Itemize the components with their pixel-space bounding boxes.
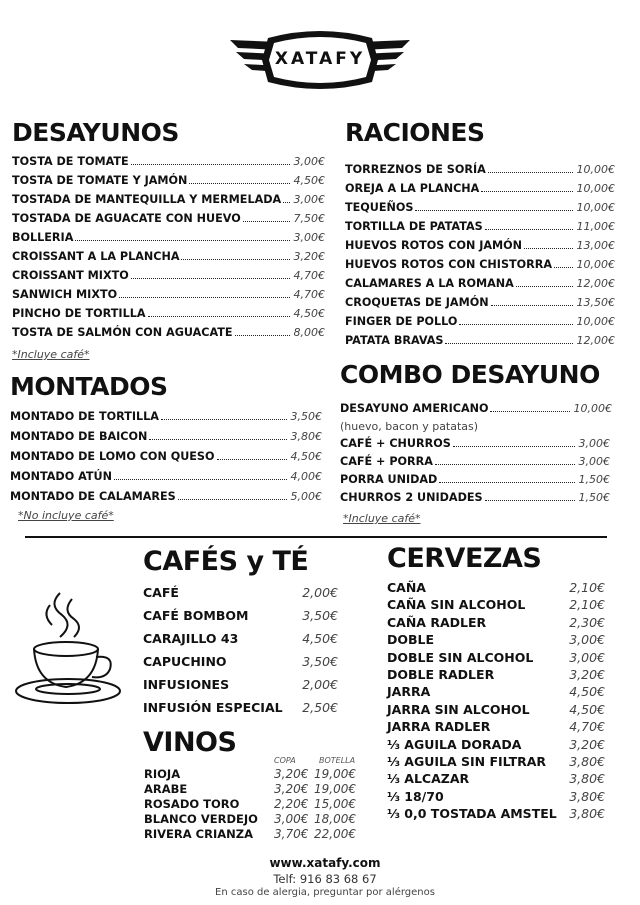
item-price: 3,50€ (290, 410, 322, 423)
item-name: CAFÉ (143, 585, 179, 600)
menu-item (387, 789, 605, 804)
menu-item (345, 334, 615, 347)
item-name: CAFÉ + CHURROS (340, 437, 451, 450)
dotted-leader (217, 459, 287, 460)
wine-name: RIOJA (144, 767, 181, 781)
menu-item (12, 269, 325, 282)
item-price: 3,50€ (302, 654, 338, 669)
menu-item (387, 597, 605, 612)
dotted-leader (459, 324, 572, 325)
item-name: CROQUETAS DE JAMÓN (345, 296, 489, 309)
item-name: MONTADO ATÚN (10, 470, 112, 483)
item-price: 8,00€ (293, 326, 325, 339)
menu-item (143, 631, 338, 646)
menu-item (340, 473, 610, 486)
wine-row (144, 827, 359, 841)
dotted-leader (554, 267, 572, 268)
item-price: 4,70€ (293, 269, 325, 282)
wine-name: BLANCO VERDEJO (144, 812, 258, 826)
menu-item (387, 737, 605, 752)
item-name: PINCHO DE TORTILLA (12, 307, 146, 320)
dotted-leader (485, 500, 575, 501)
divider (25, 536, 607, 538)
item-price: 3,80€ (569, 806, 605, 822)
footer-phone: Telf: 916 83 68 67 (273, 872, 377, 886)
dotted-leader (516, 286, 573, 287)
item-price: 4,50€ (302, 631, 338, 646)
menu-item (340, 455, 610, 468)
dotted-leader (189, 183, 289, 184)
menu-item (345, 315, 615, 328)
item-name: MONTADO DE TORTILLA (10, 410, 159, 423)
item-name: PATATA BRAVAS (345, 334, 444, 347)
dotted-leader (178, 499, 287, 500)
footer-allergy: En caso de alergia, preguntar por alérgenos (215, 887, 435, 898)
item-price: 4,50€ (569, 701, 605, 717)
menu-item (387, 806, 605, 821)
item-price: 3,00€ (578, 455, 610, 468)
wine-copa-price: 3,20€ (274, 782, 309, 796)
dotted-leader (235, 335, 290, 336)
item-price: 3,00€ (569, 649, 605, 665)
dotted-leader (114, 479, 287, 480)
item-name: MONTADO DE LOMO CON QUESO (10, 450, 215, 463)
item-name: CAFÉ BOMBOM (143, 608, 249, 623)
dotted-leader (131, 278, 290, 279)
item-name: CAFÉ + PORRA (340, 455, 433, 468)
dotted-leader (161, 419, 287, 420)
item-price: 3,20€ (569, 736, 605, 752)
menu-item (345, 163, 615, 176)
item-price: 2,30€ (569, 614, 605, 630)
item-price: 4,50€ (290, 450, 322, 463)
item-name: DOBLE SIN ALCOHOL (387, 649, 534, 665)
desayunos-note: *Incluye café* (12, 348, 90, 361)
menu-item (345, 258, 615, 271)
menu-item (387, 771, 605, 786)
dotted-leader (488, 172, 573, 173)
menu-item (12, 288, 325, 301)
dotted-leader (435, 464, 575, 465)
menu-item (143, 608, 338, 623)
item-name: CAÑA SIN ALCOHOL (387, 597, 526, 613)
wine-copa-price: 3,00€ (274, 812, 309, 826)
menu-item (12, 307, 325, 320)
item-name: JARRA (387, 684, 431, 700)
dotted-leader (243, 221, 290, 222)
item-price: 4,70€ (569, 719, 605, 735)
wine-name: ARABE (144, 782, 188, 796)
menu-item (387, 684, 605, 699)
item-name: CROISSANT A LA PLANCHA (12, 250, 180, 263)
wine-copa-price: 2,20€ (274, 797, 309, 811)
desayunos-title: DESAYUNOS (12, 118, 179, 147)
menu-item (143, 654, 338, 669)
item-name: BOLLERIA (12, 231, 74, 244)
item-name: CAÑA (387, 580, 426, 595)
combo-detail: (huevo, bacon y patatas) (340, 420, 479, 433)
item-name: PORRA UNIDAD (340, 473, 438, 486)
item-price: 2,00€ (302, 677, 338, 692)
item-name: ⅓ 0,0 TOSTADA AMSTEL (387, 806, 557, 822)
wine-row (144, 812, 359, 826)
combo-note: *Incluye café* (343, 512, 421, 525)
item-name: TORTILLA DE PATATAS (345, 220, 483, 233)
raciones-title: RACIONES (345, 118, 485, 147)
xatafy-logo (228, 28, 412, 96)
menu-item (143, 585, 338, 600)
menu-item (143, 677, 338, 692)
item-name: ⅓ ALCAZAR (387, 771, 470, 787)
item-price: 1,50€ (578, 491, 610, 504)
item-price: 4,70€ (293, 288, 325, 301)
wine-botella-price: 15,00€ (314, 797, 356, 811)
combo-title: COMBO DESAYUNO (340, 360, 600, 389)
brand-name: XATAFY (274, 49, 366, 69)
item-name: CARAJILLO 43 (143, 631, 239, 646)
wine-botella-price: 18,00€ (314, 812, 356, 826)
item-name: TORREZNOS DE SORÍA (345, 163, 486, 176)
dotted-leader (481, 191, 572, 192)
item-price: 3,80€ (290, 430, 322, 443)
item-name: CALAMARES A LA ROMANA (345, 277, 514, 290)
dotted-leader (439, 482, 574, 483)
item-price: 10,00€ (576, 258, 615, 271)
montados-note: *No incluye café* (18, 509, 114, 522)
menu-item (345, 277, 615, 290)
item-price: 3,80€ (569, 788, 605, 804)
item-name: JARRA RADLER (387, 719, 491, 735)
item-price: 4,00€ (290, 470, 322, 483)
item-name: MONTADO DE BAICON (10, 430, 148, 443)
item-price: 3,80€ (569, 771, 605, 787)
menu-item (387, 615, 605, 630)
item-price: 10,00€ (573, 402, 612, 415)
wine-name: ROSADO TORO (144, 797, 240, 811)
wine-row (144, 767, 359, 781)
menu-item (345, 296, 615, 309)
item-name: SANWICH MIXTO (12, 288, 118, 301)
item-name: JARRA SIN ALCOHOL (387, 701, 530, 717)
item-name: ⅓ AGUILA SIN FILTRAR (387, 754, 547, 769)
item-name: OREJA A LA PLANCHA (345, 182, 480, 195)
dotted-leader (75, 240, 289, 241)
menu-item (12, 326, 325, 339)
item-price: 2,10€ (569, 580, 605, 595)
menu-item (12, 212, 325, 225)
footer-web[interactable]: www.xatafy.com (269, 856, 381, 870)
menu-item (387, 719, 605, 734)
col-copa: COPA (274, 756, 296, 765)
menu-item (12, 193, 325, 206)
menu-item (387, 667, 605, 682)
menu-item (345, 182, 615, 195)
item-price: 13,50€ (576, 296, 615, 309)
item-name: INFUSIONES (143, 677, 230, 692)
cafes-title: CAFÉS y TÉ (143, 546, 309, 577)
item-price: 7,50€ (293, 212, 325, 225)
item-price: 4,50€ (569, 684, 605, 700)
item-name: HUEVOS ROTOS CON CHISTORRA (345, 258, 553, 271)
dotted-leader (131, 164, 290, 165)
menu-item (12, 250, 325, 263)
item-price: 3,00€ (293, 155, 325, 168)
menu-item (12, 155, 325, 168)
menu-item (387, 702, 605, 717)
wine-copa-price: 3,70€ (274, 827, 309, 841)
item-price: 13,00€ (576, 239, 615, 252)
item-name: DOBLE (387, 632, 435, 648)
item-price: 3,20€ (569, 667, 605, 682)
item-name: CROISSANT MIXTO (12, 269, 129, 282)
item-name: INFUSIÓN ESPECIAL (143, 700, 283, 715)
montados-title: MONTADOS (10, 372, 168, 401)
item-price: 2,10€ (569, 597, 605, 613)
item-price: 10,00€ (576, 163, 615, 176)
menu-item (387, 580, 605, 595)
item-price: 2,00€ (302, 585, 338, 600)
dotted-leader (415, 210, 572, 211)
menu-item (12, 231, 325, 244)
menu-item (10, 450, 322, 463)
dotted-leader (181, 259, 289, 260)
menu-item (387, 754, 605, 769)
item-price: 11,00€ (576, 220, 615, 233)
item-name: TOSTA DE TOMATE Y JAMÓN (12, 174, 188, 187)
wine-botella-price: 19,00€ (314, 767, 356, 781)
item-price: 3,80€ (569, 754, 605, 769)
menu-item (340, 491, 610, 504)
menu-item (12, 174, 325, 187)
item-price: 10,00€ (576, 182, 615, 195)
item-price: 4,50€ (293, 307, 325, 320)
item-price: 10,00€ (576, 315, 615, 328)
item-name: MONTADO DE CALAMARES (10, 490, 176, 503)
col-botella: BOTELLA (319, 756, 356, 765)
item-price: 3,00€ (293, 193, 325, 206)
item-price: 3,00€ (578, 437, 610, 450)
dotted-leader (119, 297, 289, 298)
dotted-leader (445, 343, 572, 344)
item-price: 12,00€ (576, 277, 615, 290)
menu-item (387, 650, 605, 665)
item-name: CHURROS 2 UNIDADES (340, 491, 483, 504)
menu-item (10, 470, 322, 483)
dotted-leader (485, 229, 573, 230)
item-price: 3,50€ (302, 608, 338, 623)
item-name: CAÑA RADLER (387, 614, 487, 630)
menu-item (10, 490, 322, 503)
item-price: 2,50€ (302, 700, 338, 715)
menu-item (345, 201, 615, 214)
item-name: DESAYUNO AMERICANO (340, 402, 489, 415)
wine-row (144, 797, 359, 811)
wine-botella-price: 19,00€ (314, 782, 356, 796)
item-price: 4,50€ (293, 174, 325, 187)
dotted-leader (148, 316, 290, 317)
item-name: TOSTA DE SALMÓN CON AGUACATE (12, 326, 233, 339)
dotted-leader (524, 248, 572, 249)
item-name: HUEVOS ROTOS CON JAMÓN (345, 239, 523, 252)
vinos-title: VINOS (143, 727, 237, 758)
item-name: ⅓ AGUILA DORADA (387, 736, 522, 752)
wine-copa-price: 3,20€ (274, 767, 309, 781)
item-price: 3,00€ (293, 231, 325, 244)
wine-row (144, 782, 359, 796)
item-name: ⅓ 18/70 (387, 788, 444, 804)
item-name: TEQUEÑOS (345, 201, 414, 214)
dotted-leader (283, 202, 289, 203)
coffee-cup-icon (10, 585, 128, 719)
wine-name: RIVERA CRIANZA (144, 827, 253, 841)
menu-item (387, 632, 605, 647)
item-price: 1,50€ (578, 473, 610, 486)
menu-item (345, 220, 615, 233)
item-price: 12,00€ (576, 334, 615, 347)
item-name: FINGER DE POLLO (345, 315, 458, 328)
menu-item (143, 700, 338, 715)
menu-item (340, 402, 612, 415)
menu-item (340, 437, 610, 450)
item-price: 3,20€ (293, 250, 325, 263)
menu-item (345, 239, 615, 252)
dotted-leader (149, 439, 286, 440)
item-name: DOBLE RADLER (387, 667, 495, 682)
item-name: TOSTADA DE AGUACATE CON HUEVO (12, 212, 241, 225)
item-name: TOSTA DE TOMATE (12, 155, 129, 168)
wine-botella-price: 22,00€ (314, 827, 356, 841)
menu-item (10, 430, 322, 443)
item-price: 10,00€ (576, 201, 615, 214)
menu-item (10, 410, 322, 423)
item-name: TOSTADA DE MANTEQUILLA Y MERMELADA (12, 193, 282, 206)
item-price: 5,00€ (290, 490, 322, 503)
cervezas-title: CERVEZAS (387, 543, 542, 574)
item-price: 3,00€ (569, 632, 605, 648)
dotted-leader (453, 446, 575, 447)
item-name: CAPUCHINO (143, 654, 227, 669)
dotted-leader (491, 305, 573, 306)
